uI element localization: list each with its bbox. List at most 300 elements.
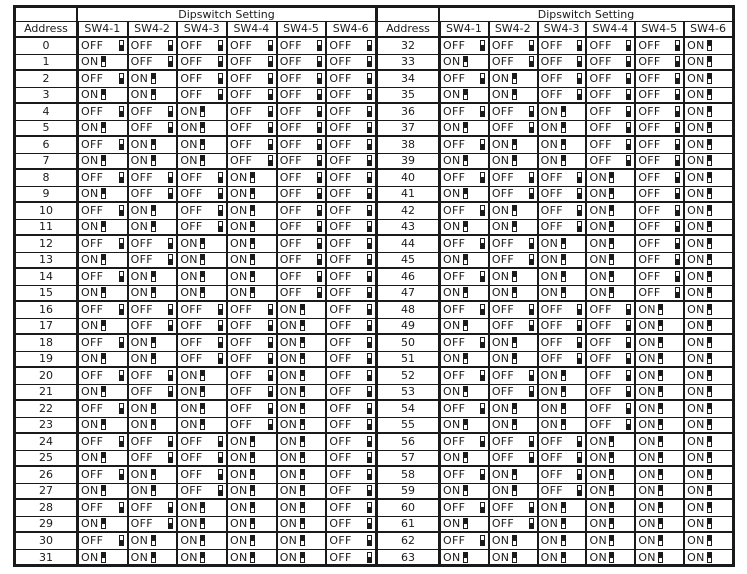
switch-cell xyxy=(277,286,327,301)
switch-column-header: SW4-1 xyxy=(78,22,128,36)
dipswitch-up-icon xyxy=(707,502,712,513)
switch-cell xyxy=(227,484,277,499)
switch-cell xyxy=(326,187,375,202)
table-row xyxy=(16,302,375,319)
dipswitch-up-icon xyxy=(658,535,663,546)
address-cell: 50 xyxy=(378,335,440,351)
address-cell: 9 xyxy=(16,187,78,202)
dipswitch-down-icon xyxy=(529,370,534,381)
dipswitch-down-icon xyxy=(626,122,631,133)
switch-state-label: ON xyxy=(687,417,705,431)
switch-state-label: ON xyxy=(279,434,298,448)
switch-state-label: OFF xyxy=(589,54,612,68)
address-cell: 42 xyxy=(378,203,440,219)
switch-state-label: OFF xyxy=(230,351,253,365)
switch-state-label: ON xyxy=(443,483,461,497)
switch-cell xyxy=(586,335,635,351)
switch-cell xyxy=(128,368,178,384)
switch-cell xyxy=(227,253,277,268)
dipswitch-down-icon xyxy=(480,106,485,117)
dipswitch-up-icon xyxy=(609,205,614,216)
dipswitch-up-icon xyxy=(561,552,566,563)
dipswitch-up-icon xyxy=(250,452,255,463)
switch-state-label: OFF xyxy=(130,120,153,134)
switch-state-label: OFF xyxy=(180,186,203,200)
switch-cell xyxy=(128,484,178,499)
switch-state-label: ON xyxy=(589,252,607,266)
switch-state-label: ON xyxy=(687,153,705,167)
dipswitch-down-icon xyxy=(367,73,372,84)
switch-state-label: OFF xyxy=(279,219,302,233)
dipswitch-up-icon xyxy=(512,89,517,100)
dipswitch-down-icon xyxy=(218,172,223,183)
switch-cell xyxy=(227,220,277,235)
switch-cell xyxy=(277,335,327,351)
switch-cell xyxy=(277,500,327,516)
switch-cell xyxy=(277,220,327,235)
switch-state-label: OFF xyxy=(279,104,302,118)
switch-cell xyxy=(684,302,732,318)
switch-cell xyxy=(177,352,227,367)
switch-state-label: OFF xyxy=(443,434,466,448)
switch-cell xyxy=(128,451,178,466)
switch-cell xyxy=(128,352,178,367)
switch-state-label: ON xyxy=(180,120,198,134)
switch-cell xyxy=(128,385,178,400)
switch-cell xyxy=(684,550,732,567)
dipswitch-up-icon xyxy=(658,353,663,364)
dipswitch-down-icon xyxy=(675,40,680,51)
dipswitch-down-icon xyxy=(218,353,223,364)
table-half-left xyxy=(16,8,378,564)
switch-cell xyxy=(128,335,178,351)
switch-state-label: OFF xyxy=(279,203,302,217)
switch-state-label: ON xyxy=(81,516,99,530)
switch-state-label: ON xyxy=(589,483,607,497)
switch-state-label: OFF xyxy=(540,483,563,497)
switch-cell xyxy=(489,550,538,567)
switch-cell xyxy=(277,368,327,384)
switch-state-label: OFF xyxy=(329,54,352,68)
dipswitch-up-icon xyxy=(300,419,305,430)
address-cell: 1 xyxy=(16,55,78,70)
switch-cell xyxy=(177,88,227,103)
dipswitch-down-icon xyxy=(529,40,534,51)
switch-cell xyxy=(227,401,277,417)
dipswitch-up-icon xyxy=(200,238,205,249)
switch-state-label: OFF xyxy=(540,87,563,101)
switch-cell xyxy=(78,517,128,532)
dipswitch-down-icon xyxy=(367,205,372,216)
dipswitch-down-icon xyxy=(367,122,372,133)
switch-state-label: ON xyxy=(230,500,248,514)
switch-cell xyxy=(684,352,732,367)
dipswitch-up-icon xyxy=(512,287,517,298)
switch-cell xyxy=(326,88,375,103)
address-cell: 14 xyxy=(16,269,78,285)
address-cell: 5 xyxy=(16,121,78,136)
switch-cell xyxy=(227,368,277,384)
dipswitch-down-icon xyxy=(317,56,322,67)
address-cell: 60 xyxy=(378,500,440,516)
table-row xyxy=(16,401,375,418)
switch-state-label: ON xyxy=(638,516,656,530)
switch-cell xyxy=(635,352,684,367)
switch-state-label: OFF xyxy=(329,170,352,184)
dipswitch-up-icon xyxy=(300,485,305,496)
dipswitch-up-icon xyxy=(609,238,614,249)
dipswitch-down-icon xyxy=(577,188,582,199)
switch-state-label: OFF xyxy=(329,533,352,547)
table-row xyxy=(378,269,732,286)
dipswitch-down-icon xyxy=(675,73,680,84)
switch-state-label: OFF xyxy=(180,467,203,481)
switch-cell xyxy=(538,352,587,367)
dipswitch-up-icon xyxy=(463,287,468,298)
dipswitch-down-icon xyxy=(529,386,534,397)
table-row xyxy=(378,253,732,270)
switch-state-label: ON xyxy=(180,269,198,283)
switch-cell xyxy=(635,137,684,153)
dipswitch-up-icon xyxy=(300,304,305,315)
dipswitch-up-icon xyxy=(101,89,106,100)
dipswitch-down-icon xyxy=(480,73,485,84)
dipswitch-up-icon xyxy=(707,172,712,183)
switch-column-header: SW4-1 xyxy=(440,22,489,36)
switch-state-label: OFF xyxy=(443,104,466,118)
switch-state-label: OFF xyxy=(230,384,253,398)
switch-cell xyxy=(635,203,684,219)
switch-cell xyxy=(684,220,732,235)
switch-state-label: OFF xyxy=(491,104,515,118)
dipswitch-up-icon xyxy=(609,452,614,463)
dipswitch-down-icon xyxy=(268,122,273,133)
address-cell: 7 xyxy=(16,154,78,169)
switch-cell xyxy=(78,467,128,483)
switch-cell xyxy=(538,434,587,450)
switch-state-label: ON xyxy=(130,87,149,101)
switch-cell xyxy=(635,187,684,202)
dipswitch-down-icon xyxy=(119,40,124,51)
switch-cell xyxy=(538,418,587,433)
switch-state-label: ON xyxy=(81,120,99,134)
switch-state-label: ON xyxy=(279,467,298,481)
switch-state-label: ON xyxy=(491,285,510,299)
switch-cell xyxy=(78,187,128,202)
switch-state-label: OFF xyxy=(230,104,253,118)
dipswitch-up-icon xyxy=(609,502,614,513)
switch-state-label: ON xyxy=(443,252,461,266)
switch-cell xyxy=(326,517,375,532)
dipswitch-up-icon xyxy=(512,419,517,430)
dipswitch-down-icon xyxy=(626,337,631,348)
switch-cell xyxy=(538,253,587,268)
switch-cell xyxy=(326,335,375,351)
switch-cell xyxy=(635,55,684,70)
switch-cell xyxy=(684,170,732,186)
switch-state-label: ON xyxy=(687,236,705,250)
dipswitch-down-icon xyxy=(119,337,124,348)
dipswitch-up-icon xyxy=(300,552,305,563)
address-cell: 31 xyxy=(16,550,78,567)
table-row xyxy=(378,137,732,154)
table-row xyxy=(378,236,732,253)
dipswitch-up-icon xyxy=(250,552,255,563)
switch-cell xyxy=(489,319,538,334)
table-row xyxy=(16,434,375,451)
switch-state-label: ON xyxy=(638,500,656,514)
dipswitch-up-icon xyxy=(707,188,712,199)
address-column-header: Address xyxy=(378,22,440,36)
switch-state-label: ON xyxy=(130,401,149,415)
dipswitch-up-icon xyxy=(707,452,712,463)
switch-state-label: OFF xyxy=(279,38,302,52)
switch-cell xyxy=(538,38,587,54)
switch-state-label: OFF xyxy=(279,120,302,134)
switch-cell xyxy=(635,154,684,169)
switch-cell xyxy=(78,335,128,351)
switch-state-label: OFF xyxy=(279,269,302,283)
switch-state-label: OFF xyxy=(540,467,563,481)
switch-state-label: OFF xyxy=(443,335,466,349)
switch-cell xyxy=(78,88,128,103)
dipswitch-up-icon xyxy=(101,485,106,496)
switch-cell xyxy=(440,253,489,268)
switch-state-label: OFF xyxy=(130,38,153,52)
switch-state-label: ON xyxy=(180,252,198,266)
dipswitch-down-icon xyxy=(268,320,273,331)
switch-state-label: ON xyxy=(687,170,705,184)
switch-cell xyxy=(227,352,277,367)
switch-state-label: OFF xyxy=(540,302,563,316)
switch-cell xyxy=(177,451,227,466)
table-row xyxy=(16,500,375,517)
address-cell: 54 xyxy=(378,401,440,417)
dipswitch-up-icon xyxy=(658,370,663,381)
dipswitch-down-icon xyxy=(675,122,680,133)
switch-cell xyxy=(586,269,635,285)
dipswitch-down-icon xyxy=(367,139,372,150)
switch-state-label: OFF xyxy=(589,120,612,134)
switch-state-label: OFF xyxy=(589,104,612,118)
switch-state-label: ON xyxy=(687,302,705,316)
switch-cell xyxy=(684,484,732,499)
dipswitch-down-icon xyxy=(317,40,322,51)
switch-state-label: OFF xyxy=(540,219,563,233)
table-half-right xyxy=(378,8,732,564)
dipswitch-up-icon xyxy=(609,436,614,447)
switch-cell xyxy=(277,187,327,202)
switch-state-label: ON xyxy=(81,384,99,398)
switch-state-label: OFF xyxy=(443,38,466,52)
dipswitch-down-icon xyxy=(119,205,124,216)
dipswitch-down-icon xyxy=(367,452,372,463)
dipswitch-up-icon xyxy=(512,139,517,150)
switch-cell xyxy=(440,401,489,417)
table-row xyxy=(378,418,732,435)
switch-cell xyxy=(586,137,635,153)
switch-cell xyxy=(489,500,538,516)
switch-state-label: OFF xyxy=(638,186,661,200)
switch-state-label: OFF xyxy=(329,203,352,217)
switch-cell xyxy=(489,170,538,186)
dipswitch-up-icon xyxy=(512,221,517,232)
switch-state-label: ON xyxy=(230,550,248,564)
switch-cell xyxy=(440,335,489,351)
switch-cell xyxy=(635,88,684,103)
dipswitch-down-icon xyxy=(168,518,173,529)
dipswitch-down-icon xyxy=(480,502,485,513)
dipswitch-down-icon xyxy=(626,304,631,315)
switch-state-label: ON xyxy=(687,120,705,134)
switch-cell xyxy=(684,137,732,153)
dipswitch-down-icon xyxy=(577,452,582,463)
switch-cell xyxy=(440,88,489,103)
dipswitch-up-icon xyxy=(609,518,614,529)
dipswitch-up-icon xyxy=(561,386,566,397)
switch-state-label: ON xyxy=(130,203,149,217)
dipswitch-down-icon xyxy=(626,403,631,414)
dipswitch-down-icon xyxy=(218,304,223,315)
switch-state-label: ON xyxy=(443,186,461,200)
switch-cell xyxy=(128,137,178,153)
switch-cell xyxy=(277,484,327,499)
switch-cell xyxy=(78,154,128,169)
dipswitch-down-icon xyxy=(268,40,273,51)
switch-cell xyxy=(227,55,277,70)
switch-state-label: ON xyxy=(491,87,510,101)
switch-cell xyxy=(326,500,375,516)
switch-cell xyxy=(326,104,375,120)
switch-state-label: OFF xyxy=(329,467,352,481)
switch-state-label: ON xyxy=(589,500,607,514)
dipswitch-up-icon xyxy=(658,304,663,315)
address-cell: 11 xyxy=(16,220,78,235)
switch-state-label: ON xyxy=(491,153,510,167)
table-row xyxy=(16,203,375,220)
address-cell: 55 xyxy=(378,418,440,433)
dipswitch-up-icon xyxy=(200,106,205,117)
dipswitch-down-icon xyxy=(626,40,631,51)
dipswitch-up-icon xyxy=(250,271,255,282)
switch-cell xyxy=(277,401,327,417)
dipswitch-down-icon xyxy=(480,238,485,249)
switch-state-label: OFF xyxy=(540,318,563,332)
switch-cell xyxy=(489,253,538,268)
switch-state-label: ON xyxy=(491,467,510,481)
table-row xyxy=(378,385,732,402)
dipswitch-down-icon xyxy=(480,469,485,480)
switch-state-label: OFF xyxy=(130,54,153,68)
switch-state-label: OFF xyxy=(81,401,104,415)
dipswitch-down-icon xyxy=(577,320,582,331)
dipswitch-down-icon xyxy=(168,56,173,67)
switch-cell xyxy=(227,137,277,153)
switch-state-label: ON xyxy=(279,516,298,530)
dipswitch-down-icon xyxy=(367,89,372,100)
dipswitch-down-icon xyxy=(218,89,223,100)
address-cell: 0 xyxy=(16,38,78,54)
dipswitch-up-icon xyxy=(300,518,305,529)
dipswitch-down-icon xyxy=(317,89,322,100)
switch-state-label: ON xyxy=(540,550,559,564)
table-row xyxy=(16,484,375,501)
switch-column-header: SW4-5 xyxy=(635,22,684,36)
dipswitch-up-icon xyxy=(561,287,566,298)
dipswitch-down-icon xyxy=(626,386,631,397)
switch-state-label: ON xyxy=(230,236,248,250)
address-cell: 8 xyxy=(16,170,78,186)
table-row xyxy=(16,88,375,105)
switch-state-label: OFF xyxy=(279,137,302,151)
dipswitch-up-icon xyxy=(151,535,156,546)
dipswitch-down-icon xyxy=(675,221,680,232)
dipswitch-up-icon xyxy=(151,485,156,496)
switch-cell xyxy=(177,550,227,567)
address-cell: 18 xyxy=(16,335,78,351)
table-row xyxy=(16,187,375,204)
switch-cell xyxy=(489,451,538,466)
dipswitch-down-icon xyxy=(367,304,372,315)
switch-state-label: ON xyxy=(491,137,510,151)
address-cell: 46 xyxy=(378,269,440,285)
switch-cell xyxy=(440,352,489,367)
dipswitch-down-icon xyxy=(626,89,631,100)
dipswitch-up-icon xyxy=(658,452,663,463)
switch-cell xyxy=(538,302,587,318)
switch-cell xyxy=(489,286,538,301)
switch-state-label: ON xyxy=(279,533,298,547)
switch-cell xyxy=(177,434,227,450)
table-row xyxy=(378,368,732,385)
dipswitch-down-icon xyxy=(480,436,485,447)
switch-cell xyxy=(177,121,227,136)
dipswitch-up-icon xyxy=(151,89,156,100)
dipswitch-up-icon xyxy=(300,452,305,463)
switch-cell xyxy=(586,88,635,103)
switch-state-label: ON xyxy=(130,219,149,233)
switch-cell xyxy=(440,38,489,54)
switch-state-label: OFF xyxy=(329,500,352,514)
address-cell: 3 xyxy=(16,88,78,103)
address-cell: 34 xyxy=(378,71,440,87)
switch-state-label: ON xyxy=(279,450,298,464)
switch-state-label: ON xyxy=(687,434,705,448)
switch-state-label: OFF xyxy=(540,54,563,68)
switch-state-label: OFF xyxy=(329,104,352,118)
switch-state-label: OFF xyxy=(130,450,153,464)
switch-cell xyxy=(538,121,587,136)
switch-cell xyxy=(635,220,684,235)
dipswitch-up-icon xyxy=(200,139,205,150)
switch-state-label: OFF xyxy=(81,236,104,250)
dipswitch-up-icon xyxy=(463,485,468,496)
switch-state-label: OFF xyxy=(638,153,661,167)
switch-cell xyxy=(586,467,635,483)
switch-cell xyxy=(227,286,277,301)
dipswitch-up-icon xyxy=(101,122,106,133)
switch-state-label: OFF xyxy=(589,368,612,382)
switch-state-label: ON xyxy=(443,219,461,233)
dipswitch-up-icon xyxy=(200,552,205,563)
switch-state-label: ON xyxy=(443,87,461,101)
switch-cell xyxy=(227,203,277,219)
switch-cell xyxy=(586,104,635,120)
switch-cell xyxy=(635,236,684,252)
switch-cell xyxy=(78,550,128,567)
switch-cell xyxy=(538,88,587,103)
switch-state-label: ON xyxy=(687,252,705,266)
